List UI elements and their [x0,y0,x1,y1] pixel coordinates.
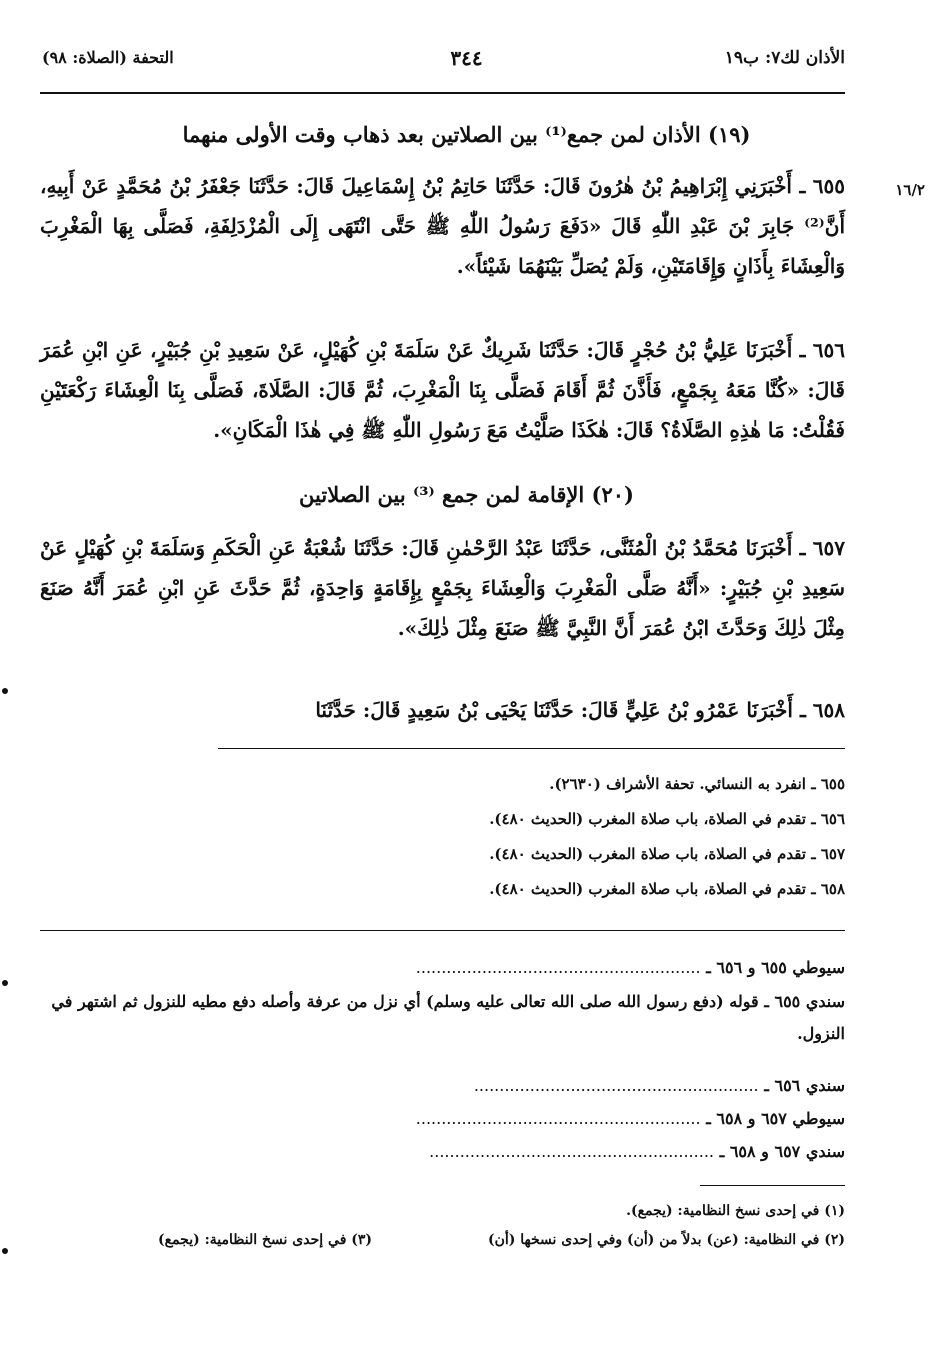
takhrij-note-658: ٦٥٨ ـ تقدم في الصلاة، باب صلاة المغرب (الحديث ٤٨٠). [489,880,845,898]
hadith-658: ٦٥٨ ـ أَخْبَرَنَا عَمْرُو بْنُ عَلِيٍّ قَالَ: حَدَّثَنَا يَحْيَى بْنُ سَعِيدٍ قَالَ: حَدَّثَنَا [315,698,845,722]
takhrij-note-655: ٦٥٥ ـ انفرد به النسائي. تحفة الأشراف (٢٦٣٠). [549,775,845,793]
commentary-label: سيوطي ٦٥٥ و ٦٥٦ ـ [706,958,845,977]
commentary-suyuti-655-656 [40,952,845,984]
scan-mark [2,1248,8,1254]
section-title-19: (١٩) الأذان لمن جمع⁽¹⁾ بين الصلاتين بعد ذهاب وقت الأولى منهما [182,122,751,147]
footnote-3: (٣) في إحدى نسخ النظامية: (يجمع) [158,1232,373,1248]
commentary-sindi-657-658 [40,1136,845,1168]
commentary-suyuti-657-658 [40,1103,845,1135]
commentary-label: سندي ٦٥٧ و ٦٥٨ ـ [719,1142,845,1161]
dot-leader: ........................................................ [429,1142,714,1161]
margin-reference: ١٦/٢ [895,181,925,199]
dot-leader: ........................................................ [473,1076,759,1095]
footnote-2: (٢) في النظامية: (عن) بدلاً من (أن) وفي إحدى نسخها (أن) [487,1232,845,1248]
dot-leader: ........................................................ [415,958,701,977]
commentary-sindi-656 [40,1070,845,1102]
footnote-1: (١) في إحدى نسخ النظامية: (يجمع). [626,1203,845,1219]
footnote-divider [700,1185,845,1186]
page-number: ٣٤٤ [450,46,483,70]
scan-mark [2,980,8,986]
hadith-655: ٦٥٥ ـ أَخْبَرَنِي إِبْرَاهِيمُ بْنُ هٰرُونَ قَالَ: حَدَّثَنَا حَاتِمُ بْنُ إِسْمَاعِيلَ قَالَ: حَدَّثَنَا جَعْفَرُ بْنُ مُحَمَّدٍ عَنْ أَبِيهِ، أَنَّ⁽²⁾ جَابِرَ بْنَ عَبْدِ اللّٰهِ قَالَ «دَفَعَ رَسُولُ اللّٰهِ ﷺ حَتَّى انْتَهَى إِلَى الْمُزْدَلِفَةِ، فَصَلَّى بِهَا الْمَغْرِبَ وَالْعِشَاءَ بِأَذَانٍ وَإِقَامَتَيْنِ، وَلَمْ يُصَلِّ بَيْنَهُمَا شَيْئاً». [40,174,845,278]
commentary-label: سندي ٦٥٦ ـ [764,1076,845,1095]
header-tuhfa-ref: التحفة (الصلاة: ٩٨) [42,48,174,67]
commentary-label: سيوطي ٦٥٧ و ٦٥٨ ـ [706,1109,845,1128]
takhrij-note-656: ٦٥٦ ـ تقدم في الصلاة، باب صلاة المغرب (الحديث ٤٨٠). [489,810,845,828]
section-title-20: (٢٠) الإقامة لمن جمع ⁽³⁾ بين الصلاتين [299,482,634,507]
dot-leader: ........................................................ [415,1109,701,1128]
takhrij-note-657: ٦٥٧ ـ تقدم في الصلاة، باب صلاة المغرب (الحديث ٤٨٠). [489,845,845,863]
hadith-657: ٦٥٧ ـ أَخْبَرَنَا مُحَمَّدُ بْنُ الْمُثَنَّى، حَدَّثَنَا عَبْدُ الرَّحْمٰنِ قَالَ: حَدَّثَنَا شُعْبَةُ عَنِ الْحَكَمِ وَسَلَمَةَ بْنِ كُهَيْلٍ عَنْ سَعِيدِ بْنِ جُبَيْرٍ: «أَنَّهُ صَلَّى الْمَغْرِبَ وَالْعِشَاءَ بِجَمْعٍ بِإِقَامَةٍ وَاحِدَةٍ، ثُمَّ حَدَّثَ عَنِ ابْنِ عُمَرَ أَنَّهُ صَنَعَ مِثْلَ ذٰلِكَ وَحَدَّثَ ابْنُ عُمَرَ أَنَّ النَّبِيَّ ﷺ صَنَعَ مِثْلَ ذٰلِكَ». [40,536,845,640]
header-chapter-ref: الأذان لك٧: ب١٩ [724,48,845,68]
hadith-656: ٦٥٦ ـ أَخْبَرَنَا عَلِيُّ بْنُ حُجْرٍ قَالَ: حَدَّثَنَا شَرِيكٌ عَنْ سَلَمَةَ بْنِ كُهَيْلٍ، عَنْ سَعِيدِ بْنِ جُبَيْرٍ، عَنِ ابْنِ عُمَرَ قَالَ: «كُنَّا مَعَهُ بِجَمْعٍ، فَأَذَّنَ ثُمَّ أَقَامَ فَصَلَّى بِنَا الْمَغْرِبَ، ثُمَّ قَالَ: الصَّلَاةَ، فَصَلَّى بِنَا الْعِشَاءَ رَكْعَتَيْنِ فَقُلْتُ: مَا هٰذِهِ الصَّلَاةُ؟ قَالَ: هٰكَذَا صَلَّيْتُ مَعَ رَسُولِ اللّٰهِ ﷺ فِي هٰذَا الْمَكَانِ». [40,338,845,442]
commentary-divider [40,930,845,931]
commentary-sindi-655: سندي ٦٥٥ ـ قوله (دفع رسول الله صلى الله تعالى عليه وسلم) أي نزل من عرفة وأصله دفع مطيه للنزول ثم اشتهر في النزول. [51,992,845,1043]
scan-mark [2,688,8,694]
text-divider [218,748,845,749]
header-divider [40,92,845,94]
